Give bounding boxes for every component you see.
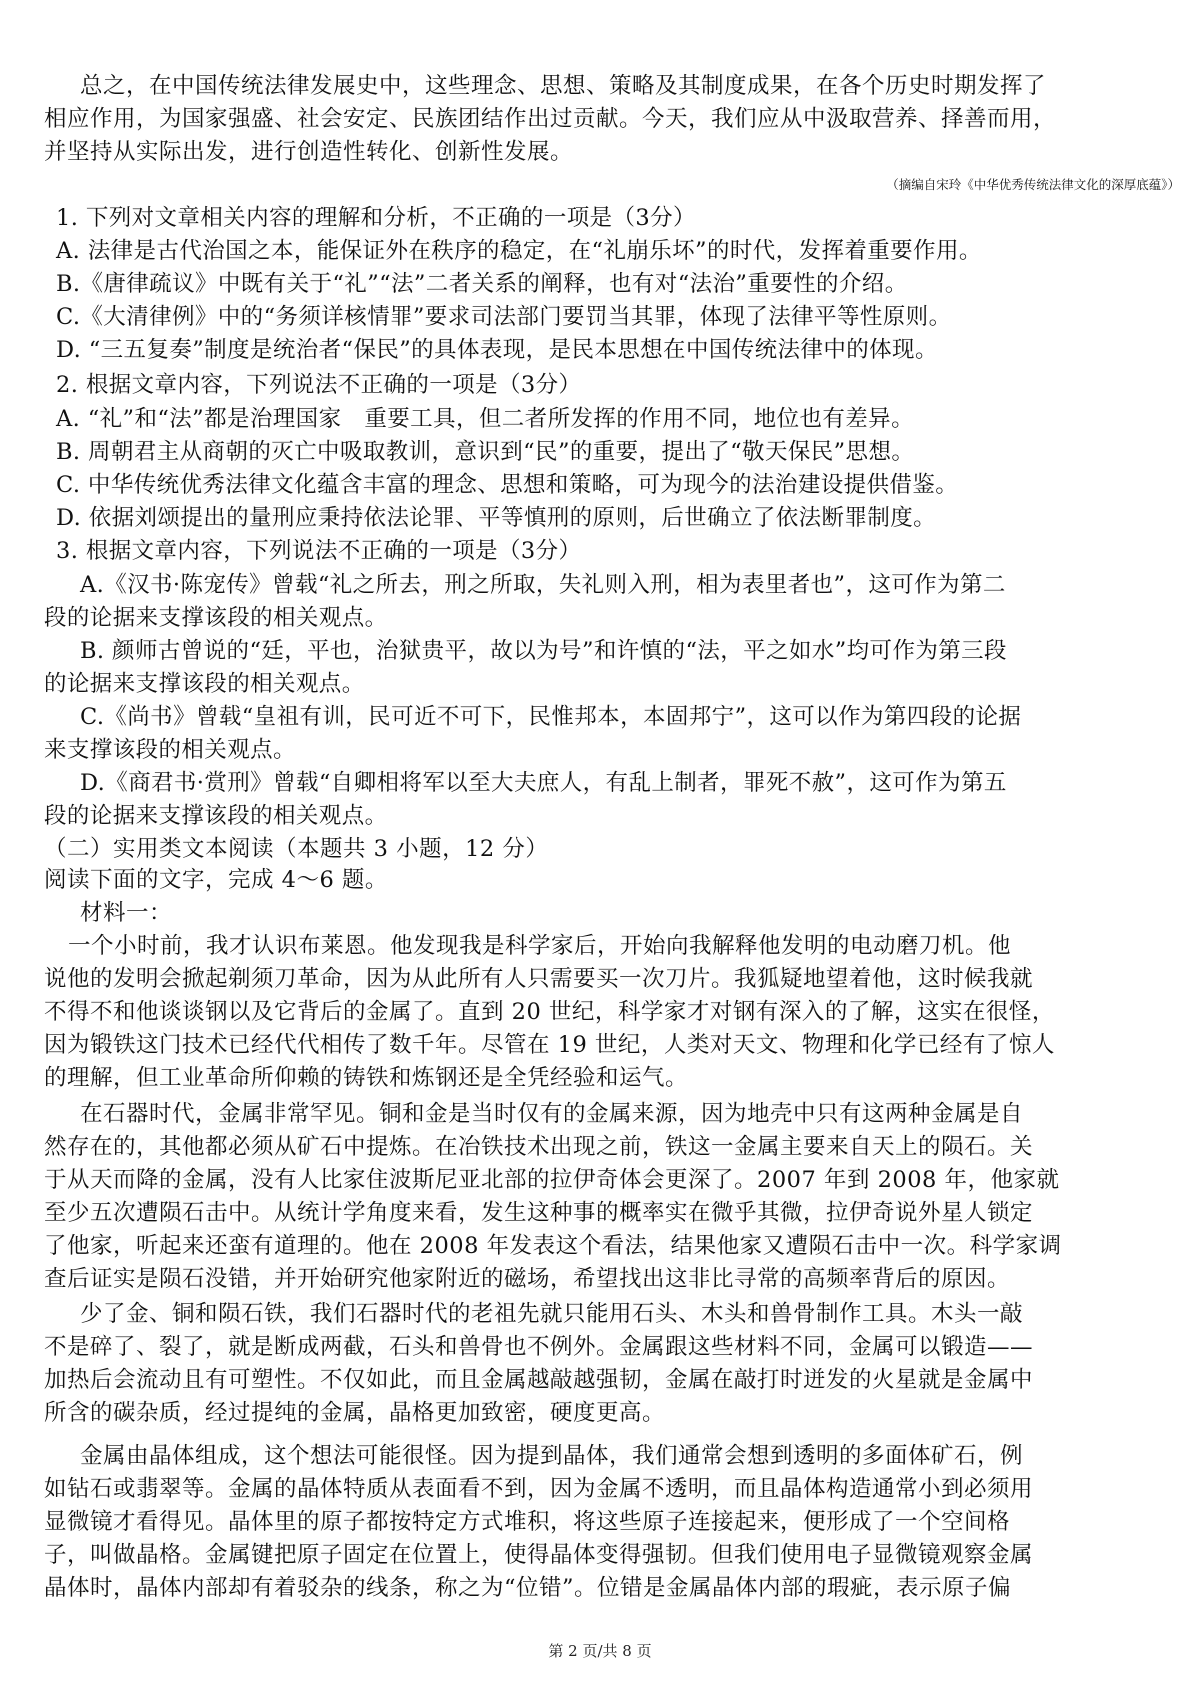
paragraph-line: 如钻石或翡翠等。金属的晶体特质从表面看不到，因为金属不透明，而且晶体构造通常小到必须用 (44, 1476, 1034, 1502)
option-line: C. 中华传统优秀法律文化蕴含丰富的理念、思想和策略，可为现今的法治建设提供借鉴。 (56, 472, 959, 498)
paragraph-line: 在石器时代，金属非常罕见。铜和金是当时仅有的金属来源，因为地壳中只有这两种金属是自 (80, 1101, 1024, 1127)
paragraph-line: 因为锻铁这门技术已经代代相传了数千年。尽管在 19 世纪，人类对天文、物理和化学已经有了惊人 (44, 1032, 1055, 1058)
paragraph-line: 一个小时前，我才认识布莱恩。他发现我是科学家后，开始向我解释他发明的电动磨刀机。他 (68, 933, 1012, 959)
paragraph-line: 金属由晶体组成，这个想法可能很怪。因为提到晶体，我们通常会想到透明的多面体矿石，例 (80, 1443, 1024, 1469)
paragraph-line: 了他家，听起来还蛮有道理的。他在 2008 年发表这个看法，结果他家又遭陨石击中一次。科学家调 (44, 1233, 1062, 1259)
page-number: 第 2 页/共 8 页 (548, 1642, 652, 1660)
option-line: 段的论据来支撑该段的相关观点。 (44, 605, 388, 631)
option-line: C.《尚书》曾载“皇祖有训，民可近不可下，民惟邦本，本固邦宁”，这可以作为第四段的论据 (80, 704, 1022, 730)
paragraph-line: 于从天而降的金属，没有人比家住波斯尼亚北部的拉伊奇体会更深了。2007 年到 2008 年，他家就 (44, 1167, 1060, 1193)
option-line: B. 颜师古曾说的“廷，平也，治狱贵平，故以为号”和许慎的“法，平之如水”均可作为第三段 (80, 638, 1007, 664)
option-line: 的论据来支撑该段的相关观点。 (44, 671, 365, 697)
option-line: D. “三五复奏”制度是统治者“保民”的具体表现，是民本思想在中国传统法律中的体现。 (56, 337, 938, 363)
option-line: C.《大清律例》中的“务须详核情罪”要求司法部门要罚当其罪，体现了法律平等性原则。 (56, 304, 952, 330)
section-heading: （二）实用类文本阅读（本题共 3 小题，12 分） (44, 836, 549, 862)
paragraph-line: 晶体时，晶体内部却有着驳杂的线条，称之为“位错”。位错是金属晶体内部的瑕疵，表示原子偏 (44, 1575, 1012, 1601)
question-stem: 2. 根据文章内容，下列说法不正确的一项是（3分） (56, 372, 582, 398)
option-line: A. “礼”和“法”都是治理国家 重要工具，但二者所发挥的作用不同，地位也有差异。 (56, 406, 914, 432)
paragraph-line: 不是碎了、裂了，就是断成两截，石头和兽骨也不例外。金属跟这些材料不同，金属可以锻造—— (44, 1334, 1034, 1360)
summary-line: 相应作用，为国家强盛、社会安定、民族团结作出过贡献。今天，我们应从中汲取营养、择善而用， (44, 106, 1057, 132)
paragraph-line: 不得不和他谈谈钢以及它背后的金属了。直到 20 世纪，科学家才对钢有深入的了解，这实在很怪， (44, 999, 1055, 1025)
paragraph-line: 的理解，但工业革命所仰赖的铸铁和炼钢还是全凭经验和运气。 (44, 1065, 689, 1091)
paragraph-line: 加热后会流动且有可塑性。不仅如此，而且金属越敲越强韧，金属在敲打时迸发的火星就是金属中 (44, 1367, 1034, 1393)
question-stem: 1. 下列对文章相关内容的理解和分析，不正确的一项是（3分） (56, 205, 696, 231)
paragraph-line: 少了金、铜和陨石铁，我们石器时代的老祖先就只能用石头、木头和兽骨制作工具。木头一敲 (80, 1301, 1024, 1327)
paragraph-line: 至少五次遭陨石击中。从统计学角度来看，发生这种事的概率实在微乎其微，拉伊奇说外星人锁定 (44, 1200, 1034, 1226)
paragraph-line: 说他的发明会掀起剃须刀革命，因为从此所有人只需要买一次刀片。我狐疑地望着他，这时候我就 (44, 966, 1034, 992)
paragraph-line: 然存在的，其他都必须从矿石中提炼。在冶铁技术出现之前，铁这一金属主要来自天上的陨石。关 (44, 1134, 1034, 1160)
summary-line: 总之，在中国传统法律发展史中，这些理念、思想、策略及其制度成果，在各个历史时期发挥了 (80, 73, 1047, 99)
option-line: B.《唐律疏议》中既有关于“礼”“法”二者关系的阐释，也有对“法治”重要性的介绍。 (56, 271, 908, 297)
option-line: A. 法律是古代治国之本，能保证外在秩序的稳定，在“礼崩乐坏”的时代，发挥着重要作用。 (56, 238, 982, 264)
option-line: 来支撑该段的相关观点。 (44, 737, 296, 763)
section-instruction: 阅读下面的文字，完成 4～6 题。 (44, 867, 388, 893)
paragraph-line: 查后证实是陨石没错，并开始研究他家附近的磁场，希望找出这非比寻常的高频率背后的原因。 (44, 1266, 1011, 1292)
option-line: B. 周朝君主从商朝的灭亡中吸取教训，意识到“民”的重要，提出了“敬天保民”思想。 (56, 439, 915, 465)
source-citation: （摘编自宋玲《中华优秀传统法律文化的深厚底蕴》） (886, 177, 1180, 192)
paragraph-line: 显微镜才看得见。晶体里的原子都按特定方式堆积，将这些原子连接起来，便形成了一个空间格 (44, 1509, 1011, 1535)
material-label: 材料一： (80, 900, 173, 926)
option-line: 段的论据来支撑该段的相关观点。 (44, 803, 388, 829)
paragraph-line: 子，叫做晶格。金属键把原子固定在位置上，使得晶体变得强韧。但我们使用电子显微镜观察金属 (44, 1542, 1034, 1568)
summary-line: 并坚持从实际出发，进行创造性转化、创新性发展。 (44, 139, 574, 165)
question-stem: 3. 根据文章内容，下列说法不正确的一项是（3分） (56, 538, 582, 564)
option-line: D. 依据刘颂提出的量刑应秉持依法论罪、平等慎刑的原则，后世确立了依法断罪制度。 (56, 505, 937, 531)
option-line: D.《商君书·赏刑》曾载“自卿相将军以至大夫庶人，有乱上制者，罪死不赦”，这可作为第五 (80, 770, 1007, 796)
paragraph-line: 所含的碳杂质，经过提纯的金属，晶格更加致密，硬度更高。 (44, 1400, 666, 1426)
option-line: A.《汉书·陈宠传》曾载“礼之所去，刑之所取，失礼则入刑，相为表里者也”，这可作为第二 (80, 572, 1006, 598)
